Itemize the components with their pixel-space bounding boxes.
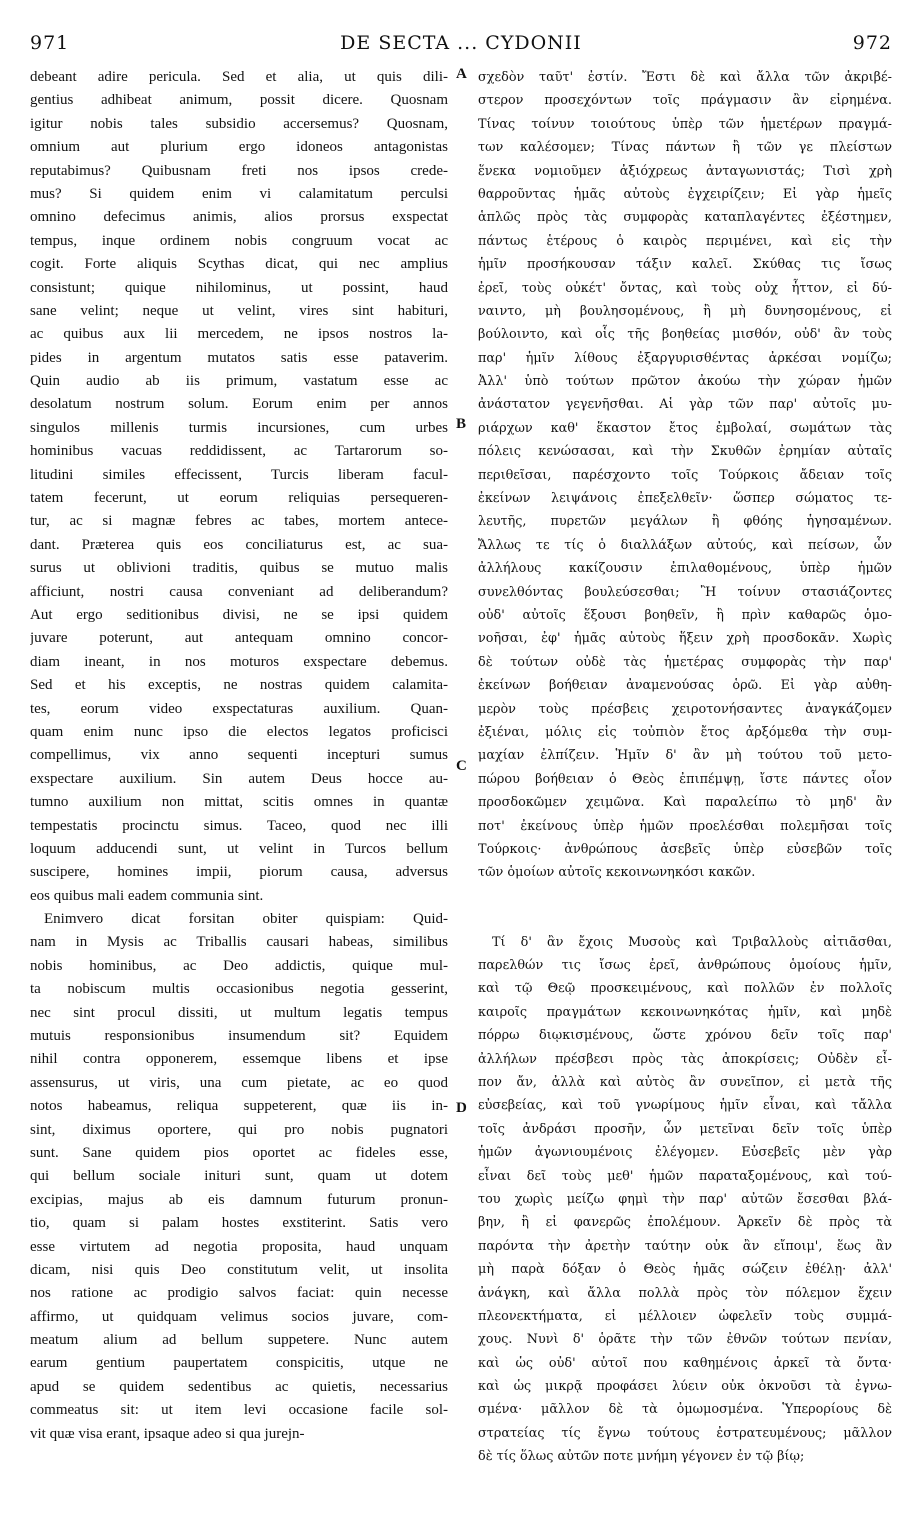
text-line: sane velint; neque ut velint, vires sint habituri, [30, 302, 448, 319]
text-line: compellimus, vix anno sequenti incepturi sumus [30, 747, 448, 764]
text-line: σχεδὸν ταῦτ' ἐστίν. Ἔστι δὲ καὶ ἄλλα τῶν ἀκριβέ- [478, 70, 892, 85]
text-line: dant. Præterea quis eos conciliaturus est, ac sua- [30, 536, 448, 553]
text-line: loquum adducendi sunt, ut velint in Turcos bellum [30, 840, 448, 857]
text-line: esse virtutem ad negotia proposita, haud unquam [30, 1238, 448, 1255]
text-line: nihil contra opponerem, essemque libens et ipse [30, 1051, 448, 1068]
text-line: καιροῖς πραγμάτων κεκοινωνηκότας ἡμῖν, καὶ μηδὲ [478, 1004, 892, 1020]
text-line: ἁπλῶς πρὸς τὰς συμφορὰς καταπλαγέντες ἐξέστημεν, [478, 210, 892, 226]
text-line: pides in argentum mutatos satis esse pataverim. [30, 349, 448, 366]
text-line: excipias, majus ab eis damnum futurum pronun- [30, 1191, 448, 1208]
text-line: igitur nobis tales subsidio accersemus? Quosnam, [30, 115, 448, 132]
text-line: πλεονεκτήματα, εἰ μέλλοιεν ὠφελεῖν τοὺς συμμά- [478, 1308, 892, 1324]
text-line: suscipere, homines impii, piorum causa, adversus [30, 864, 448, 881]
text-line: ἡμῖν προσήκουσαν τάξιν καλεῖ. Σκύθας τις ἴσως [478, 257, 892, 273]
text-line: ἐρεῖ, τοὺς οὐκέτ' ὄντας, καὶ τοὺς οὐχ ἧττον, εἰ δύ- [478, 280, 892, 296]
running-title: DE SECTA ... CYDONII [340, 32, 582, 54]
text-line: ἀνάγκη, καὶ ἄλλα πολλὰ πρὸς τὸν πόλεμον ἔχειν [478, 1285, 892, 1301]
text-line: Enimvero dicat forsitan obiter quispiam: Quid- [44, 911, 448, 928]
text-line: πώρου βοήθειαν ὁ Θεὸς ἐπιπέμψῃ, ἴστε πάντες οἷον [478, 771, 892, 787]
text-line: ἐξιέναι, μόλις εἰς τοὐπιὸν ἔτος ἀρξόμεθα τὴν συμ- [478, 724, 892, 740]
text-line: afficiunt, nostri causa conveniant ad deliberandum? [30, 583, 448, 600]
latin-column [30, 66, 448, 1446]
text-line: affirmo, ut quidquam velimus socios juvare, com- [30, 1308, 448, 1325]
text-line: desolatum nostrum solum. Eorum enim per annos [30, 396, 448, 413]
text-line: τῶν ὁμοίων αὐτοῖς κεκοινωνηκόσι κακῶν. [478, 865, 756, 881]
text-line: cogit. Forte aliquis Scythas dicat, qui nec amplius [30, 256, 448, 273]
text-line: νοῆσαι, ἐφ' ἡμᾶς αὐτοὺς ἥξειν χρὴ προσδοκᾶν. Χωρὶς [478, 631, 892, 647]
text-line: καὶ ὡς οὐδ' αὐτοῖ που καθημένοις ἀρκεῖ τὰ ὄντα· [478, 1355, 892, 1371]
text-line: tumno auxilium non mittat, scitis omnes in quantæ [30, 794, 448, 811]
text-line: προσδοκῶμεν χειμῶνα. Καὶ παραλείπω τὸ μηδ' ἂν [478, 795, 892, 811]
text-line: πόρρω διῳκισμένους, ὥστε χρόνου δεῖν τοῖς παρ' [478, 1028, 892, 1044]
text-line: Ἄλλως τε τίς ὁ διαλλάξων αὐτούς, καὶ πείσων, ὧν [478, 537, 892, 553]
greek-column [478, 66, 892, 1469]
text-line: καὶ ὡς μικρᾷ προφάσει λύειν οὐκ ὀκνοῦσι τὰ ἐγνω- [478, 1379, 892, 1395]
text-line: δὲ τούτων οὐδὲ τὰς ἡμετέρας συμφορὰς τὴν παρ' [478, 654, 892, 670]
text-line: ποτ' ἐκείνους ὑπὲρ ἡμῶν προελέσθαι πολεμῆσαι τοῖς [478, 818, 892, 834]
text-line: καὶ τῷ Θεῷ προσκειμένους, καὶ πολλῶν ἐν πολλοῖς [478, 981, 892, 997]
text-line: οὐδ' αὐτοῖς ἕξουσι βοηθεῖν, ἢ πρὶν καθαρῶς ὁμο- [478, 607, 892, 623]
text-line: στρατείας τίς ἔγνω τούτους ἐστρατευμένους; μᾶλλον [478, 1425, 892, 1441]
text-line: συνελθόντας βουλεύσεσθαι; Ἢ τοίνυν στασιάζοντες [478, 584, 892, 600]
text-line: mus? Si quidem enim vi calamitatum perculsi [30, 185, 448, 202]
text-line: εἶναι δεῖ τοὺς μεθ' ἡμῶν παραταξομένους, καὶ τού- [478, 1168, 892, 1184]
text-line: ta nobiscum multis occasionibus negotia gesserint, [30, 981, 448, 998]
paragraph-gap [478, 885, 892, 931]
section-marker-c: C [456, 758, 467, 774]
text-line: consistunt; quique nihilominus, ut possint, haud [30, 279, 448, 296]
text-line: σμένα· μᾶλλον δὲ τὰ ὀμωμοσμένα. Ὑπερορίους δὲ [478, 1402, 892, 1418]
text-line: ναιντο, μὴ βουλησομένους, ἢ μὴ δυνησομένους, εἰ [478, 303, 892, 319]
running-header [30, 32, 892, 58]
text-line: notos habeamus, reliqua suppeterent, quæ iis in- [30, 1098, 448, 1115]
text-line: ac quibus aux lii mercedem, ne ipsos nostros la- [30, 326, 448, 343]
text-line: ἀλλήλους κακίζουσιν ἐπιλαθομένους, ὑπὲρ ἡμῶν [478, 561, 892, 577]
text-line: δὲ τίς ὅλως αὐτῶν ποτε μνήμη γέγονεν ἐν τῷ βίῳ; [478, 1449, 805, 1465]
text-line: βούλοιντο, καὶ οἷς τῆς βοηθείας μισθόν, οὐδ' ἂν τοὺς [478, 327, 892, 343]
text-line: assensurus, ut viris, una cum pietate, ac eo quod [30, 1074, 448, 1091]
text-line: mutuis responsionibus insumendum sit? Equidem [30, 1028, 448, 1045]
text-line: μερὸν τοὺς πρέσβεις χειροτονήσαντες ἀναγκάζομεν [478, 701, 892, 717]
text-line: ἐκείνων λειψάνοις ἐπεξελθεῖν· ὥσπερ σώματος τε- [478, 491, 892, 507]
text-line: Quin audio ab iis primum, vastatum esse ac [30, 373, 448, 390]
text-line: εὐσεβείας, καὶ τοῦ γνωρίμους ἡμῖν εἶναι, καὶ τἄλλα [478, 1098, 892, 1114]
text-line: dicam, nisi quis Deo constitutum velit, ut insolita [30, 1261, 448, 1278]
text-line: Τί δ' ἂν ἔχοις Μυσοὺς καὶ Τριβαλλοὺς αἰτιᾶσθαι, [492, 934, 892, 950]
text-line: παρελθών τις ἴσως ἐρεῖ, ἀνθρώπους ὁμοίους ἡμῖν, [478, 958, 892, 974]
text-line: tempestatis procinctu simus. Taceo, quod nec illi [30, 817, 448, 834]
text-line: ἐκείνων βοήθειαν ἀναμενούσας ὁρῶ. Εἰ γὰρ αὐθη- [478, 678, 892, 694]
text-line: vit quæ visa erant, ipsaque adeo si qua jurejn- [30, 1425, 305, 1442]
text-line: του χωρὶς μείζω φημὶ τὴν παρ' αὐτῶν ἔσεσθαι βλά- [478, 1191, 892, 1207]
text-line: Τίνας τοίνυν τοιούτους ὑπὲρ τῶν ἡμετέρων πραγμά- [478, 116, 892, 132]
text-line: πον ἄν, ἀλλὰ καὶ αὐτὸς ἂν συνεῖπον, εἰ μετὰ τῆς [478, 1075, 892, 1091]
text-line: τοῖς ἀνδράσι προσῆν, ὧν μετεῖναι δεῖν τοῖς ὑπὲρ [478, 1121, 892, 1137]
text-line: βην, ἢ εἰ φανερῶς ἐπολέμουν. Ἀρκεῖν δὲ πρὸς τὰ [478, 1215, 892, 1231]
text-line: στερον προσεχόντων τοῖς πράγμασιν ἂν εἰρημένα. [478, 93, 892, 109]
text-line: ριάρχων καθ' ἕκαστον ἔτος ἐμβολαί, σωμάτων τὰς [478, 420, 892, 436]
text-line: nos ratione ac prodigio salvos faciat: quin necesse [30, 1285, 448, 1302]
text-line: nam in Mysis ac Triballis causari habeas, similibus [30, 934, 448, 951]
text-line: tur, ac si magnæ febres ac tabes, mortem antece- [30, 513, 448, 530]
text-line: των καλέσομεν; Τίνας πάντων ἢ τῶν γε πλείστων [478, 140, 892, 156]
text-line: μὴ παρὰ δόξαν ὁ Θεὸς ἡμᾶς σώζειν ἐθέλῃ· ἀλλ' [478, 1262, 892, 1278]
text-line: sint, diximus oportere, qui pro nobis pugnatori [30, 1121, 448, 1138]
text-line: Sed et his exceptis, ne nostras quidem calamita- [30, 677, 448, 694]
text-line: περιθεῖσαι, παρέσχοντο τοῖς Τούρκοις ἄδειαν τοῖς [478, 467, 892, 483]
text-line: Τούρκοις· ἀνθρώπους ἀσεβεῖς ὑπὲρ εὐσεβῶν τοῖς [478, 841, 892, 857]
text-line: nobis hominibus, ac Deo addictis, quique mul- [30, 957, 448, 974]
text-line: gentius adhibeat animum, possit dicere. Quosnam [30, 92, 448, 109]
text-line: πάντως ἑτέρους ὁ καιρὸς περιμένει, καὶ εἰς τὴν [478, 233, 892, 249]
text-line: sunt. Sane quidem pios oportet ac fideles esse, [30, 1144, 448, 1161]
text-line: tes, eorum video exspectaturas auxilium. Quan- [30, 700, 448, 717]
text-line: earum gentium paupertatem conspicitis, utque ne [30, 1355, 448, 1372]
text-line: ἀλλήλων πρέσβεσι πρὸς τὰς ἀποκρίσεις; Οὐδὲν εἶ- [478, 1051, 892, 1067]
text-line: commeatus sit: ut item levi occasione facile sol- [30, 1402, 448, 1419]
section-marker-a: A [456, 66, 467, 82]
text-line: ἀνάστατον γεγενῆσθαι. Αἱ γὰρ τῶν παρ' αὐτοῖς μυ- [478, 397, 892, 413]
text-line: debeant adire pericula. Sed et alia, ut quis dili- [30, 69, 448, 85]
text-line: πόλεις κενώσασαι, καὶ τὴν Σκυθῶν ἐρημίαν αὐταῖς [478, 444, 892, 460]
text-line: tatem fecerunt, ut eorum reliquias persequeren- [30, 490, 448, 507]
text-line: Ἀλλ' ὑπὸ τούτων πρῶτον ἀκούω τὴν χώραν ἡμῶν [478, 374, 892, 390]
text-line: apud se quidem sedentibus ac quietis, necessarius [30, 1378, 448, 1395]
page-number-right: 972 [852, 32, 892, 54]
text-line: omnium aut plurium ergo idoneos antagonistas [30, 139, 448, 156]
text-line: eos quibus mali eadem communia sint. [30, 887, 264, 904]
text-line: litudini similes effecissent, Turcis liberam facul- [30, 466, 448, 483]
text-line: quam enim nunc ipso die electos legatos proficisci [30, 723, 448, 740]
text-line: tio, quam si palam hostes exstiterint. Satis vero [30, 1215, 448, 1232]
text-line: juvare poterunt, aut antequam omnino concor- [30, 630, 448, 647]
text-line: χους. Νυνὶ δ' ὁρᾶτε τὴν τῶν ἐθνῶν τούτων πενίαν, [478, 1332, 892, 1348]
text-line: παρόντα τὴν ἀρετὴν ταύτην οὐκ ἂν εἴποιμ', ἕως ἂν [478, 1238, 892, 1254]
text-line: ἕνεκα νομιοῦμεν ἀξιόχρεως ἀνταγωνιστάς; Τισὶ χρὴ [478, 163, 892, 179]
text-line: μαχίαν ἐλπίζειν. Ἡμῖν δ' ἂν μὴ τούτου τοῦ μετο- [478, 748, 892, 764]
section-marker-d: D [456, 1100, 467, 1116]
text-line: tempus, inque ordinem nobis congruum vocat ac [30, 232, 448, 249]
text-line: hominibus vacuas reddidissent, ac Tartarorum so- [30, 443, 448, 460]
page-number-left: 971 [30, 32, 70, 54]
text-line: λευτῆς, πυρετῶν μεγάλων ἢ φθόης ἡγησαμένων. [478, 514, 892, 530]
text-line: qui bellum sociale inituri sunt, quam ut dotem [30, 1168, 448, 1185]
text-line: Aut ergo seditionibus divisi, ne se ipsi quidem [30, 606, 448, 623]
text-line: reputabimus? Quibusnam freti nos ipsos crede- [30, 162, 448, 179]
text-line: surus ut oblivioni traditis, quibus se mutuo malis [30, 560, 448, 577]
text-line: nec sint procul dissiti, ut multum legatis tempus [30, 1004, 448, 1021]
text-line: ἡμῶν ἀγωνιουμένοις ἐλέγομεν. Εὐσεβεῖς μὲν γὰρ [478, 1145, 892, 1161]
text-line: omnino defecimus animis, alios prorsus exspectat [30, 209, 448, 226]
text-line: θαρροῦντας ἡμᾶς αὐτοὺς ἐγχειρίζειν; Εἰ γὰρ ἡμεῖς [478, 186, 892, 202]
text-line: παρ' ἡμῖν λίθους ἐξαργυρισθέντας ἀρκέσαι νομίζω; [478, 350, 892, 366]
section-marker-b: B [456, 416, 467, 432]
text-line: singulos millenis turmis incursiones, cum urbes [30, 419, 448, 436]
text-line: exspectare auxilium. Sin autem Deus hocce au- [30, 770, 448, 787]
text-line: meatum alium ad bellum suppetere. Nunc autem [30, 1332, 448, 1349]
text-line: diam ineant, in nos moturos exspectare debemus. [30, 653, 448, 670]
